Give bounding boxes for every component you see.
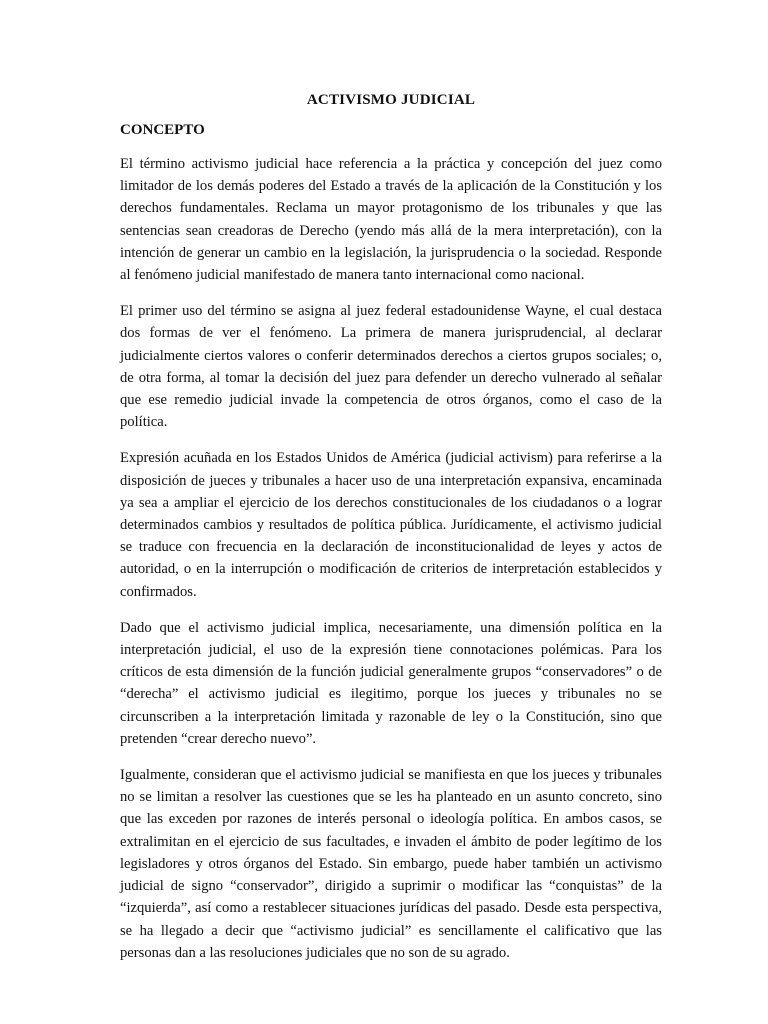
section-heading-concepto: CONCEPTO (120, 122, 205, 138)
paragraph-5: Igualmente, consideran que el activismo judicial se manifiesta en que los jueces y tribunales no se limitan a resolver las cuestiones que se les ha planteado en un asunto concreto, sino que las exceden por razones de interés personal o ideología política. En ambos casos, se extralimitan en el ejercicio de sus facultades, e invaden el ámbito de poder legítimo de los legisladores y otros órganos del Estado. Sin embargo, puede haber también un activismo judicial de signo “conservador”, dirigido a suprimir o modificar las “conquistas” de la “izquierda”, así como a restablecer situaciones jurídicas del pasado. Desde esta perspectiva, se ha llegado a decir que “activismo judicial” es sencillamente el calificativo que las personas dan a las resoluciones judiciales que no son de su agrado. (120, 767, 662, 961)
paragraph-3: Expresión acuñada en los Estados Unidos de América (judicial activism) para referirse a la disposición de jueces y tribunales a hacer uso de una interpretación expansiva, encaminada ya sea a ampliar el ejercicio de los derechos constitucionales de los ciudadanos o a lograr determinados cambios y resultados de política pública. Jurídicamente, el activismo judicial se traduce con frecuencia en la declaración de inconstitucionalidad de leyes y actos de autoridad, o en la interrupción o modificación de criterios de interpretación establecidos y confirmados. (120, 450, 662, 600)
document-title: ACTIVISMO JUDICIAL (306, 92, 476, 108)
paragraph-2: El primer uso del término se asigna al juez federal estadounidense Wayne, el cual destaca dos formas de ver el fenómeno. La primera de manera jurisprudencial, al declarar judicialmente ciertos valores o conferir determinados derechos a ciertos grupos sociales; o, de otra forma, al tomar la decisión del juez para defender un derecho vulnerado al señalar que ese remedio judicial invade la competencia de otros órganos, como el caso de la política. (120, 303, 662, 431)
paragraph-1: El término activismo judicial hace referencia a la práctica y concepción del juez como limitador de los demás poderes del Estado a través de la aplicación de la Constitución y los derechos fundamentales. Reclama un mayor protagonismo de los tribunales y que las sentencias sean creadoras de Derecho (yendo más allá de la mera interpretación), con la intención de generar un cambio en la legislación, la jurisprudencia o la sociedad. Responde al fenómeno judicial manifestado de manera tanto internacional como nacional. (120, 156, 662, 284)
paragraph-4: Dado que el activismo judicial implica, necesariamente, una dimensión política en la interpretación judicial, el uso de la expresión tiene connotaciones polémicas. Para los críticos de esta dimensión de la función judicial generalmente grupos “conservadores” o de “derecha” el activismo judicial es ilegitimo, porque los jueces y tribunales no se circunscriben a la interpretación limitada y razonable de ley o la Constitución, sino que pretenden “crear derecho nuevo”. (120, 619, 662, 747)
